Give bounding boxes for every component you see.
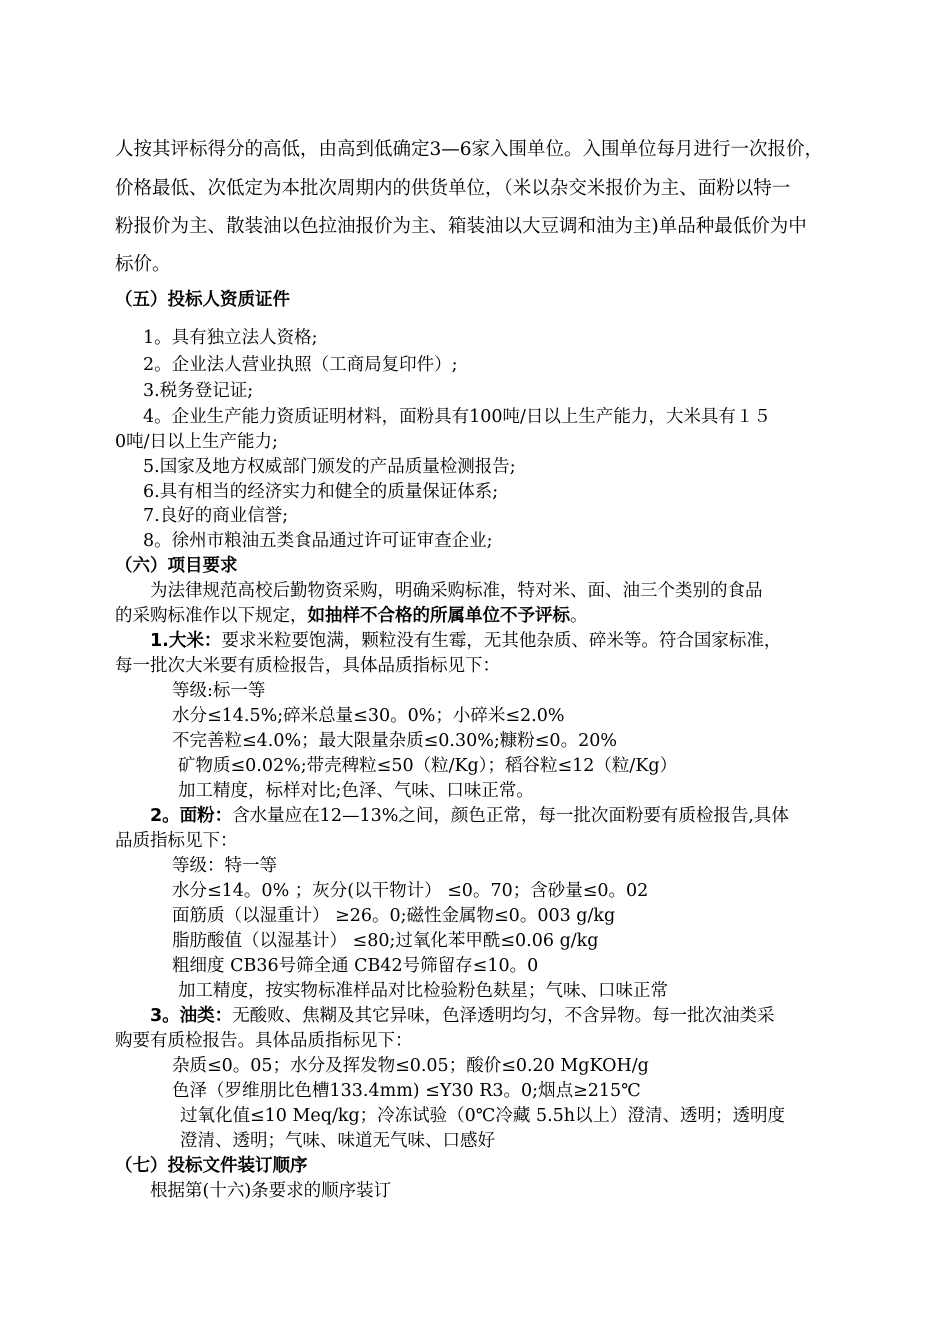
section-5-item: 0吨/日以上生产能力; [115, 432, 278, 452]
oil-text: 无酸败、焦糊及其它异味，色泽透明均匀，不含异物。每一批次油类采 [232, 1006, 775, 1026]
oil-title: 3。油类： [150, 1006, 233, 1026]
section-6-heading: （六）项目要求 [115, 556, 238, 576]
oil-line-1 [150, 1008, 775, 1026]
flour-text: 含水量应在12—13%之间，颜色正常，每一批次面粉要有质检报告,具体 [232, 806, 789, 826]
rice-spec: 等级:标一等 [172, 681, 266, 701]
rice-spec: 矿物质≤0.02%;带壳稗粒≤50（粒/Kg）；稻谷粒≤12（粒/Kg） [178, 756, 678, 776]
section-5-item: 3.税务登记证; [143, 381, 254, 401]
oil-line-2: 购要有质检报告。具体品质指标见下： [115, 1031, 413, 1051]
para-text: 。 [570, 606, 588, 626]
section-5-item: 8。徐州市粮油五类食品通过许可证审查企业; [143, 531, 493, 551]
section-6-para-line-1: 为法律规范高校后勤物资采购，明确采购标准，特对米、面、油三个类别的食品 [150, 581, 763, 601]
oil-spec: 杂质≤0。05；水分及挥发物≤0.05；酸价≤0.20 MgKOH/g [172, 1056, 649, 1076]
section-5-item: 7.良好的商业信誉; [143, 506, 289, 526]
intro-line-2: 价格最低、次低定为本批次周期内的供货单位，（米以杂交米报价为主、面粉以特一 [115, 178, 791, 199]
section-5-heading: （五）投标人资质证件 [115, 290, 290, 310]
rice-spec: 水分≤14.5%;碎米总量≤30。0%；小碎米≤2.0% [172, 706, 565, 726]
oil-spec: 澄清、透明；气味、味道无气味、口感好 [180, 1131, 495, 1151]
section-5-item: 2。企业法人营业执照（工商局复印件）; [143, 355, 458, 375]
flour-spec: 加工精度，按实物标准样品对比检验粉色麸星；气味、口味正常 [178, 981, 668, 1001]
flour-spec: 脂肪酸值（以湿基计） ≤80;过氧化苯甲酰≤0.06 g/kg [172, 931, 599, 951]
emphasis-text: 如抽样不合格的所属单位不予评标 [307, 606, 570, 626]
section-7-heading: （七）投标文件装订顺序 [115, 1156, 308, 1176]
flour-spec: 等级：特一等 [172, 856, 277, 876]
intro-line-4: 标价。 [115, 254, 171, 275]
flour-title: 2。面粉： [150, 806, 233, 826]
oil-spec: 过氧化值≤10 Meq/kg；冷冻试验（0℃冷藏 5.5h以上）澄清、透明；透明度 [180, 1106, 786, 1126]
rice-line-2: 每一批次大米要有质检报告，具体品质指标见下： [115, 656, 500, 676]
flour-line-1 [150, 808, 789, 826]
oil-spec: 色泽（罗维朋比色槽133.4mm) ≤Y30 R3。0;烟点≥215℃ [172, 1081, 641, 1101]
flour-spec: 粗细度 CB36号筛全通 CB42号筛留存≤10。0 [172, 956, 539, 976]
intro-line-1: 人按其评标得分的高低，由高到低确定3—6家入围单位。入围单位每月进行一次报价， [115, 139, 824, 160]
flour-spec: 水分≤14。0% ；灰分(以干物计） ≤0。70；含砂量≤0。02 [172, 881, 649, 901]
section-5-item: 1。具有独立法人资格; [143, 328, 318, 348]
flour-spec: 面筋质（以湿重计） ≥26。0;磁性金属物≤0。003 g/kg [172, 906, 616, 926]
section-5-item: 4。企业生产能力资质证明材料，面粉具有100吨/日以上生产能力，大米具有１５ [143, 407, 771, 427]
rice-title: 1.大米： [150, 631, 222, 651]
flour-line-2: 品质指标见下： [115, 831, 238, 851]
para-text: 的采购标准作以下规定， [115, 606, 308, 626]
rice-spec: 加工精度，标样对比;色泽、气味、口味正常。 [178, 781, 534, 801]
section-6-para-line-2 [115, 608, 588, 626]
section-7-text: 根据第(十六)条要求的顺序装订 [150, 1181, 392, 1201]
section-5-item: 6.具有相当的经济实力和健全的质量保证体系; [143, 482, 499, 502]
intro-line-3: 粉报价为主、散装油以色拉油报价为主、箱装油以大豆调和油为主)单品种最低价为中 [115, 216, 807, 237]
rice-text: 要求米粒要饱满，颗粒没有生霉，无其他杂质、碎米等。符合国家标准， [221, 631, 782, 651]
rice-spec: 不完善粒≤4.0%；最大限量杂质≤0.30%;糠粉≤0。20% [172, 731, 617, 751]
section-5-item: 5.国家及地方权威部门颁发的产品质量检测报告; [143, 457, 516, 477]
rice-line-1 [150, 633, 781, 651]
